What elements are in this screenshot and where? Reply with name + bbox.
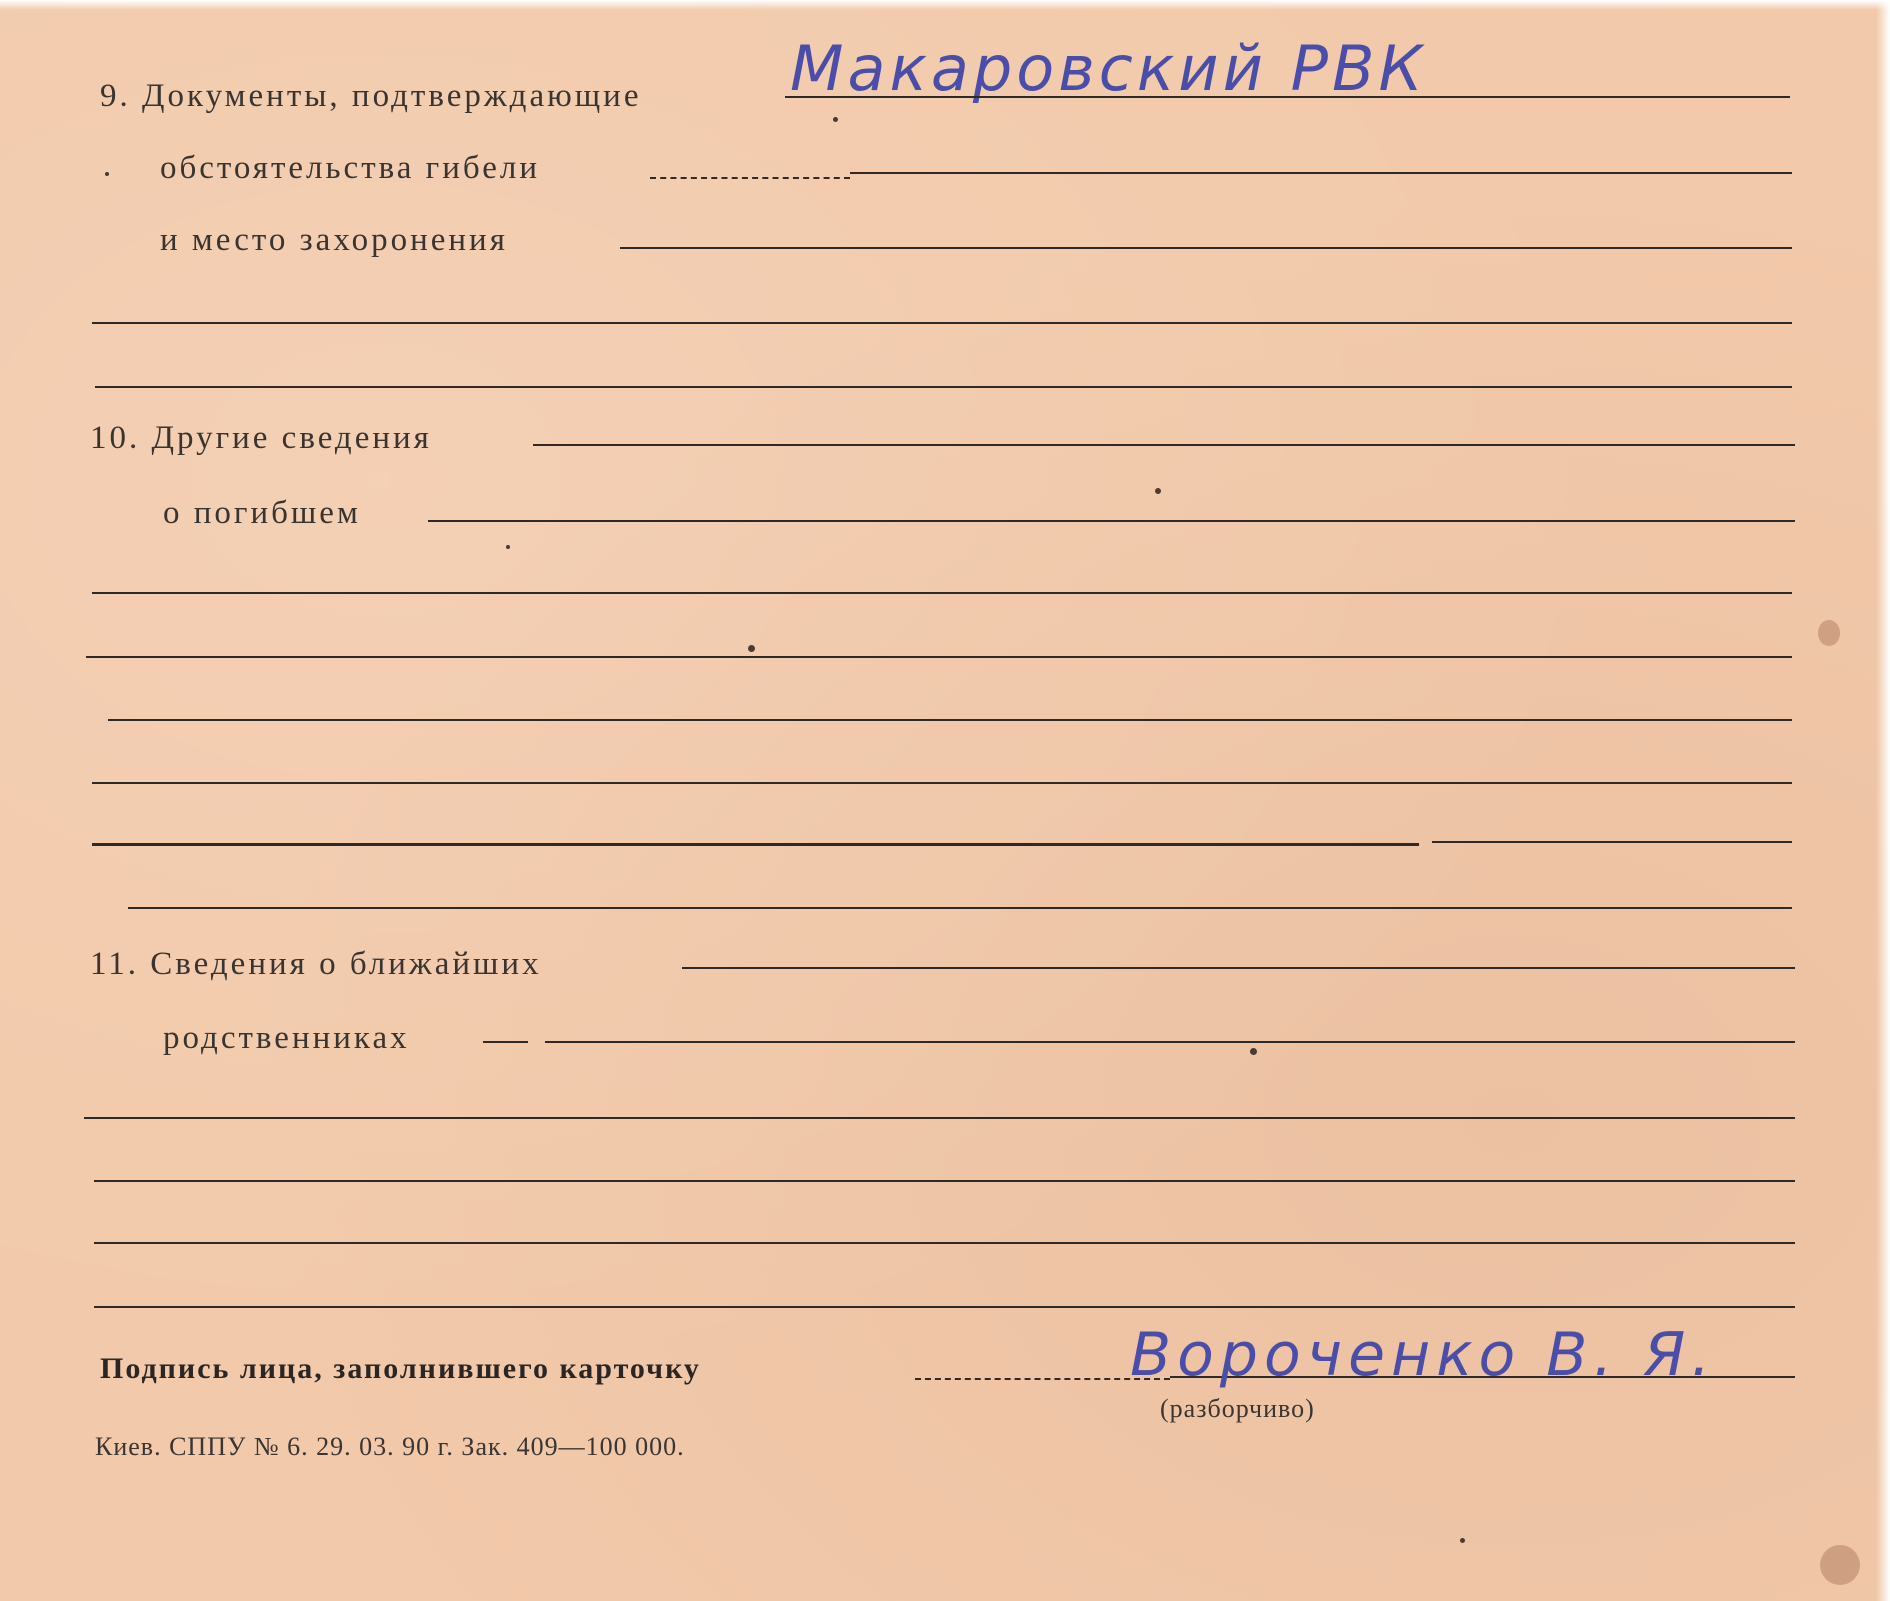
section-10-label-line-2: о погибшем [163,495,361,531]
section-9-blank-rule-1 [92,322,1792,324]
paper-speck [1250,1048,1257,1055]
paper-speck [105,172,109,176]
section-10-line-2-rule [428,520,1795,522]
section-10-blank-rule-2 [86,656,1792,658]
section-11-line-2-rule [545,1041,1795,1043]
section-10-blank-rule-6 [128,907,1792,909]
section-11-line-1-rule [682,967,1795,969]
signature-hint: (разборчиво) [1160,1394,1315,1423]
handwritten-document-source: Макаровский РВК [790,32,1427,105]
signature-label: Подпись лица, заполнившего карточку [100,1352,701,1385]
paper-speck [1460,1538,1465,1543]
section-9-label-line-3: и место захоронения [160,222,508,258]
paper-edge-right [1876,0,1890,1601]
section-10-label-line-1: 10. Другие сведения [90,420,432,456]
section-10-line-1-rule [533,444,1795,446]
handwritten-signature: Вороченко В. Я. [1130,1320,1717,1390]
section-9-label-line-2: обстоятельства гибели [160,150,540,186]
section-9-label-line-1: 9. Документы, подтверждающие [100,78,642,114]
section-9-line-2-rule [850,172,1792,174]
section-11-blank-rule-1 [84,1117,1795,1119]
section-10-blank-rule-3 [108,719,1792,721]
section-11-line-2-rule-stub [483,1041,528,1043]
section-9-line-2-rule-dashed [650,177,850,179]
section-11-label-line-1: 11. Сведения о ближайших [90,946,542,982]
paper-speck [506,545,510,549]
printer-imprint: Киев. СППУ № 6. 29. 03. 90 г. Зак. 409—100 000. [95,1432,685,1461]
section-10-blank-rule-1 [92,592,1792,594]
section-9-line-3-rule [620,247,1792,249]
section-11-blank-rule-2 [94,1180,1795,1182]
section-11-blank-rule-3 [94,1242,1795,1244]
paper-speck [833,117,838,122]
section-10-blank-rule-5a [92,843,1419,846]
paper-speck [1155,488,1161,494]
section-10-blank-rule-5b [1432,841,1792,843]
section-11-label-line-2: родственниках [163,1020,410,1056]
section-10-blank-rule-4 [92,782,1792,784]
paper-stain [1820,1545,1860,1585]
section-11-blank-rule-4 [94,1306,1795,1308]
section-9-line-1-rule [785,96,1790,98]
section-9-blank-rule-2 [95,386,1792,388]
paper-speck [748,645,755,652]
paper-edge-top [0,0,1890,10]
paper-stain [1818,620,1840,646]
